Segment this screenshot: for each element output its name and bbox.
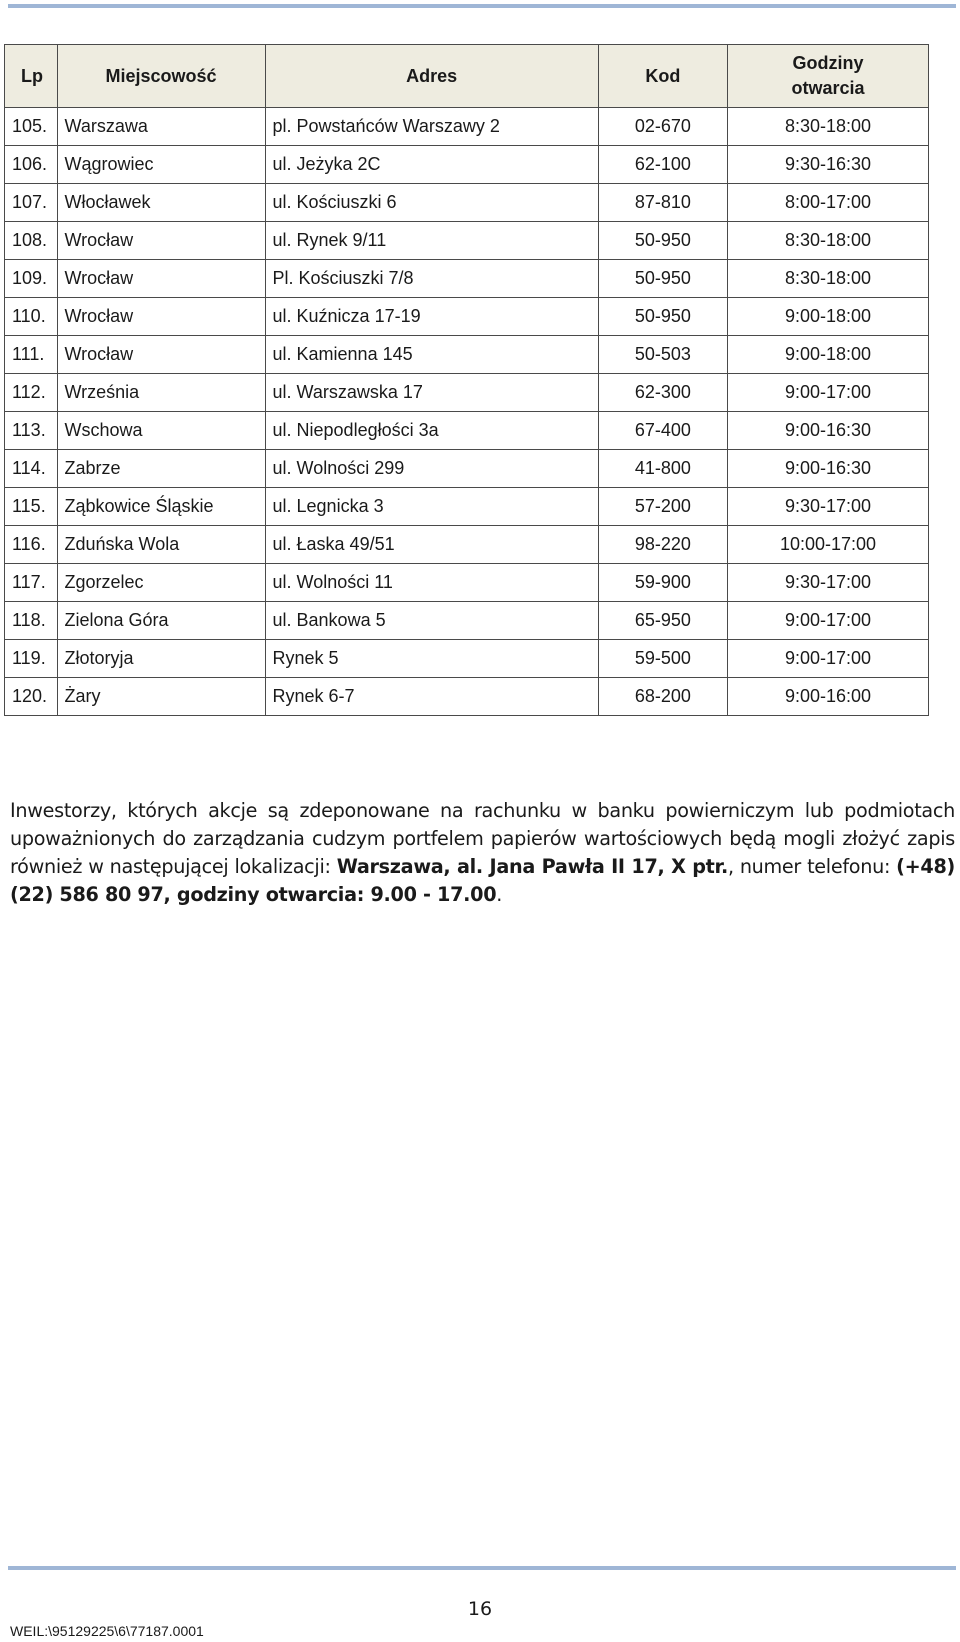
- cell-lp: 109.: [5, 260, 58, 298]
- cell-lp: 108.: [5, 222, 58, 260]
- cell-city: Złotoryja: [57, 640, 265, 678]
- cell-address: pl. Powstańców Warszawy 2: [265, 108, 598, 146]
- header-hours-line1: Godziny: [792, 53, 864, 73]
- cell-lp: 119.: [5, 640, 58, 678]
- cell-hours: 8:30-18:00: [728, 222, 929, 260]
- cell-address: Rynek 6-7: [265, 678, 598, 716]
- cell-address: ul. Niepodległości 3a: [265, 412, 598, 450]
- branches-table: [4, 44, 929, 716]
- cell-city: Wrocław: [57, 298, 265, 336]
- cell-city: Zielona Góra: [57, 602, 265, 640]
- cell-address: Rynek 5: [265, 640, 598, 678]
- cell-address: ul. Wolności 299: [265, 450, 598, 488]
- cell-code: 67-400: [598, 412, 727, 450]
- table-row: [5, 184, 929, 222]
- cell-hours: 9:30-17:00: [728, 564, 929, 602]
- table-row: [5, 678, 929, 716]
- cell-hours: 9:00-16:30: [728, 412, 929, 450]
- table-row: [5, 450, 929, 488]
- table-row: [5, 412, 929, 450]
- cell-code: 59-500: [598, 640, 727, 678]
- cell-city: Wrocław: [57, 260, 265, 298]
- cell-city: Włocławek: [57, 184, 265, 222]
- cell-code: 65-950: [598, 602, 727, 640]
- cell-lp: 106.: [5, 146, 58, 184]
- cell-code: 98-220: [598, 526, 727, 564]
- cell-address: ul. Wolności 11: [265, 564, 598, 602]
- cell-code: 50-950: [598, 298, 727, 336]
- cell-lp: 105.: [5, 108, 58, 146]
- table-row: [5, 374, 929, 412]
- cell-address: ul. Warszawska 17: [265, 374, 598, 412]
- table-row: [5, 146, 929, 184]
- cell-hours: 10:00-17:00: [728, 526, 929, 564]
- header-code: Kod: [598, 45, 727, 108]
- header-city: Miejscowość: [57, 45, 265, 108]
- cell-hours: 9:30-16:30: [728, 146, 929, 184]
- cell-lp: 117.: [5, 564, 58, 602]
- table-row: [5, 222, 929, 260]
- table-body: [5, 108, 929, 716]
- table-row: [5, 108, 929, 146]
- cell-lp: 115.: [5, 488, 58, 526]
- cell-code: 50-503: [598, 336, 727, 374]
- cell-city: Zabrze: [57, 450, 265, 488]
- cell-code: 50-950: [598, 260, 727, 298]
- header-hours-line2: otwarcia: [791, 78, 865, 98]
- cell-lp: 113.: [5, 412, 58, 450]
- cell-hours: 8:30-18:00: [728, 260, 929, 298]
- cell-address: ul. Kuźnicza 17-19: [265, 298, 598, 336]
- cell-city: Wrocław: [57, 222, 265, 260]
- cell-city: Wschowa: [57, 412, 265, 450]
- cell-city: Wągrowiec: [57, 146, 265, 184]
- cell-city: Warszawa: [57, 108, 265, 146]
- cell-code: 68-200: [598, 678, 727, 716]
- cell-lp: 114.: [5, 450, 58, 488]
- cell-hours: 9:00-16:00: [728, 678, 929, 716]
- table-row: [5, 488, 929, 526]
- cell-address: ul. Bankowa 5: [265, 602, 598, 640]
- cell-code: 62-100: [598, 146, 727, 184]
- cell-address: ul. Kamienna 145: [265, 336, 598, 374]
- page-number: 16: [467, 1598, 493, 1620]
- cell-code: 02-670: [598, 108, 727, 146]
- document-reference: WEIL:\95129225\6\77187.0001: [10, 1623, 204, 1639]
- cell-code: 41-800: [598, 450, 727, 488]
- cell-lp: 120.: [5, 678, 58, 716]
- note-location: Warszawa, al. Jana Pawła II 17, X ptr.: [336, 855, 728, 879]
- cell-city: Wrocław: [57, 336, 265, 374]
- note-end: .: [496, 883, 503, 907]
- cell-hours: 8:00-17:00: [728, 184, 929, 222]
- cell-code: 87-810: [598, 184, 727, 222]
- cell-lp: 110.: [5, 298, 58, 336]
- table-row: [5, 336, 929, 374]
- header-address: Adres: [265, 45, 598, 108]
- cell-address: ul. Kościuszki 6: [265, 184, 598, 222]
- cell-lp: 116.: [5, 526, 58, 564]
- header-hours: [728, 45, 929, 108]
- bottom-rule: [8, 1566, 956, 1570]
- table-row: [5, 602, 929, 640]
- note-phone-label: , numer telefonu:: [727, 855, 897, 879]
- cell-address: ul. Łaska 49/51: [265, 526, 598, 564]
- cell-hours: 9:00-17:00: [728, 640, 929, 678]
- cell-hours: 9:00-16:30: [728, 450, 929, 488]
- cell-hours: 8:30-18:00: [728, 108, 929, 146]
- cell-code: 57-200: [598, 488, 727, 526]
- note-phone-hours: (+48) (22) 586 80 97, godziny otwarcia: 9.00 - 17.00: [10, 855, 955, 907]
- cell-code: 62-300: [598, 374, 727, 412]
- cell-lp: 112.: [5, 374, 58, 412]
- cell-hours: 9:30-17:00: [728, 488, 929, 526]
- table-row: [5, 564, 929, 602]
- cell-city: Żary: [57, 678, 265, 716]
- cell-city: Zduńska Wola: [57, 526, 265, 564]
- top-rule: [8, 4, 956, 8]
- cell-lp: 111.: [5, 336, 58, 374]
- cell-hours: 9:00-18:00: [728, 298, 929, 336]
- cell-city: Ząbkowice Śląskie: [57, 488, 265, 526]
- note-text: Inwestorzy, których akcje są zdeponowane na rachunku w banku powierniczym lub podmiotach upoważnionych do zarządzania cudzym portfelem papierów wartościowych będą mogli złożyć zapis również w następującej lokalizacji:: [10, 799, 955, 879]
- cell-address: ul. Jeżyka 2C: [265, 146, 598, 184]
- cell-address: Pl. Kościuszki 7/8: [265, 260, 598, 298]
- cell-lp: 118.: [5, 602, 58, 640]
- cell-city: Września: [57, 374, 265, 412]
- table-row: [5, 260, 929, 298]
- cell-code: 50-950: [598, 222, 727, 260]
- cell-lp: 107.: [5, 184, 58, 222]
- cell-hours: 9:00-17:00: [728, 602, 929, 640]
- cell-hours: 9:00-18:00: [728, 336, 929, 374]
- cell-hours: 9:00-17:00: [728, 374, 929, 412]
- table-row: [5, 526, 929, 564]
- investor-note: [10, 797, 955, 909]
- cell-address: ul. Legnicka 3: [265, 488, 598, 526]
- cell-code: 59-900: [598, 564, 727, 602]
- table-row: [5, 298, 929, 336]
- cell-address: ul. Rynek 9/11: [265, 222, 598, 260]
- header-lp: Lp: [5, 45, 58, 108]
- cell-city: Zgorzelec: [57, 564, 265, 602]
- table-header-row: [5, 45, 929, 108]
- table-row: [5, 640, 929, 678]
